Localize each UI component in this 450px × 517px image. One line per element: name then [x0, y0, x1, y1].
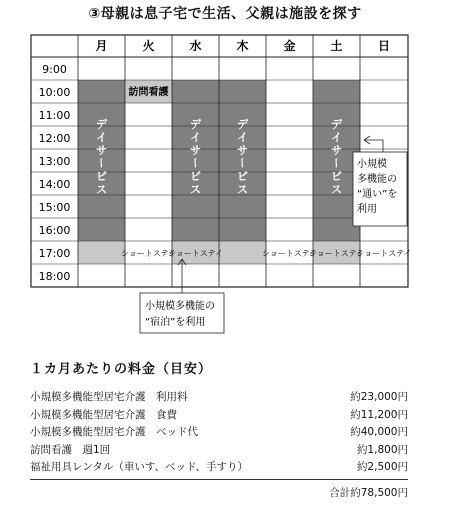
day-header-2: 火	[142, 39, 155, 53]
day-header-3: 水	[189, 39, 202, 53]
fee-amount: 約23,000円	[350, 391, 408, 403]
day-service-label-char: ビ	[190, 170, 201, 183]
fee-total-divider	[30, 479, 408, 480]
day-service-label-char: イ	[331, 131, 342, 144]
time-label: 15:00	[38, 201, 71, 214]
fee-row	[30, 424, 408, 441]
time-label: 13:00	[38, 155, 71, 168]
day-service-label-char: ス	[331, 183, 342, 196]
day-service-label-char: サ	[237, 144, 248, 157]
day-header-5: 金	[283, 39, 296, 53]
day-service-label-char: イ	[237, 131, 248, 144]
fee-label: 福祉用具レンタル（車いす、ベッド、手すり）	[30, 461, 249, 473]
fee-amount: 約1,800円	[356, 443, 408, 456]
day-service-label-char: ー	[329, 157, 343, 169]
day-header-1: 月	[95, 39, 108, 53]
day-service-label-char: デ	[190, 118, 201, 131]
fee-total: 合計約78,500円	[329, 487, 408, 499]
day-service-label-char: ビ	[96, 170, 107, 183]
note-tsuu-line: “通い”を	[357, 189, 398, 200]
day-service-label-char: サ	[331, 144, 342, 157]
fee-label: 訪問看護 週1回	[30, 443, 111, 456]
note-shukuhaku-line: 小規模多機能の	[145, 301, 215, 312]
note-tsuu-line: 利用	[357, 204, 377, 215]
day-service-label-char: ビ	[237, 170, 248, 183]
visit-nursing-label: 訪問看護	[128, 87, 169, 98]
day-service-label-char: イ	[190, 131, 201, 144]
time-label: 16:00	[38, 224, 71, 237]
short-stay-label: ショートステイ	[261, 249, 318, 258]
time-label: 9:00	[42, 63, 67, 76]
time-label: 17:00	[38, 247, 71, 260]
fee-row	[30, 407, 408, 424]
day-service-label-char: デ	[237, 118, 248, 131]
fee-amount: 約11,200円	[350, 408, 408, 421]
day-service-label-char: ー	[235, 157, 249, 169]
short-stay-label: ショートステイ	[167, 249, 224, 258]
day-service-label-char: サ	[190, 144, 201, 157]
day-service-label-char: サ	[96, 144, 107, 157]
day-service-label-char: イ	[96, 131, 107, 144]
day-service-label-char: デ	[96, 118, 107, 131]
day-service-label-char: ー	[188, 157, 202, 169]
fee-section-title: １カ月あたりの料金（目安）	[30, 362, 213, 377]
note-shukuhaku-line: “宿泊”を利用	[145, 317, 206, 328]
short-stay-shade-4	[219, 241, 266, 264]
fee-row	[30, 459, 408, 476]
fee-label: 小規模多機能型居宅介護 利用料	[30, 391, 188, 403]
fee-label: 小規模多機能型居宅介護 ベッド代	[30, 426, 198, 438]
day-header-6: 土	[330, 39, 343, 53]
fee-row	[30, 442, 408, 459]
time-label: 18:00	[38, 270, 71, 283]
time-label: 10:00	[38, 86, 71, 99]
short-stay-label: ショートステイ	[120, 249, 177, 258]
day-service-label-char: ビ	[331, 170, 342, 183]
day-header-4: 木	[236, 39, 249, 53]
fee-amount: 約2,500円	[356, 461, 408, 473]
time-label: 11:00	[38, 109, 71, 122]
short-stay-shade-1	[78, 241, 125, 264]
fee-row	[30, 389, 408, 406]
page-title: ③母親は息子宅で生活、父親は施設を探す	[88, 6, 362, 22]
day-service-label-char: ー	[94, 157, 108, 169]
short-stay-label: ショートステイ	[308, 249, 365, 258]
note-tsuu-line: 小規模	[357, 159, 387, 170]
day-service-label-char: デ	[331, 118, 342, 131]
day-header-7: 日	[377, 39, 391, 53]
day-service-label-char: ス	[190, 183, 201, 196]
short-stay-label: ショートステイ	[356, 249, 412, 258]
time-label: 12:00	[38, 132, 71, 145]
fee-amount: 約40,000円	[350, 426, 408, 438]
fee-label: 小規模多機能型居宅介護 食費	[30, 408, 177, 421]
time-label: 14:00	[38, 178, 71, 191]
note-tsuu-line: 多機能の	[357, 174, 397, 185]
day-service-label-char: ス	[96, 183, 107, 196]
day-service-label-char: ス	[237, 183, 248, 196]
